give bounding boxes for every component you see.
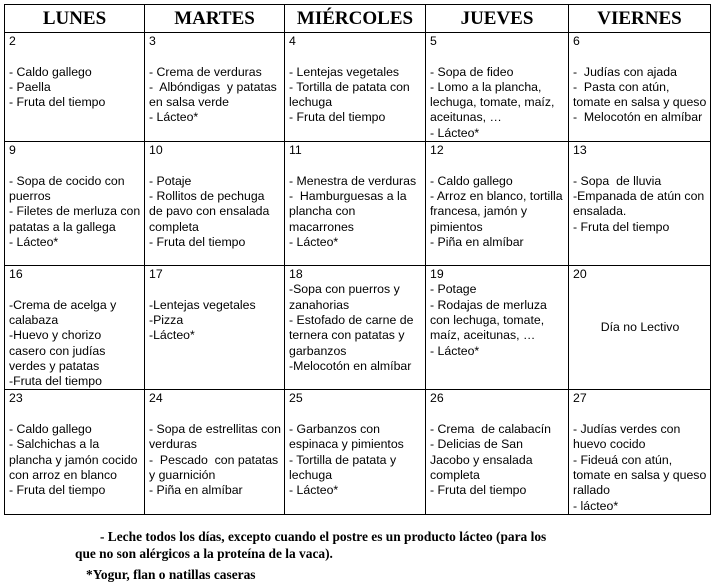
dish-item: - Salchichas a la plancha y jamón cocido con arroz en blanco xyxy=(9,437,141,482)
header-lunes: LUNES xyxy=(5,5,145,33)
note-milk-line1: - Leche todos los días, excepto cuando el postre es un producto lácteo (para los xyxy=(100,529,547,544)
day-number: 23 xyxy=(9,391,23,406)
dish-item: - Crema de calabacín xyxy=(430,422,551,437)
dish-item: - Fruta del tiempo xyxy=(9,95,106,110)
dish-item: -Huevo y chorizo casero con judías verdes y patatas xyxy=(9,328,109,373)
day-cell xyxy=(426,266,569,390)
lunch-menu-table xyxy=(4,4,711,515)
dish-item: - Fruta del tiempo xyxy=(149,234,246,249)
dish-item: - Lácteo* xyxy=(9,234,59,249)
header-jueves: JUEVES xyxy=(426,5,569,33)
week-row xyxy=(5,33,711,142)
dish-item: - Lomo a la plancha, lechuga, tomate, maíz, aceitunas, … xyxy=(430,79,558,125)
dish-item: - Tortilla de patata y lechuga xyxy=(289,452,400,482)
dish-item: - Piña en almíbar xyxy=(149,483,243,498)
header-miercoles: MIÉRCOLES xyxy=(285,5,426,33)
day-number: 18 xyxy=(289,267,303,282)
dish-item: -Lentejas vegetales xyxy=(149,297,256,312)
dish-item: - Garbanzos con espinaca y pimientos xyxy=(289,422,404,452)
dish-item: - Piña en almíbar xyxy=(430,234,524,249)
day-cell xyxy=(145,390,285,514)
day-number: 25 xyxy=(289,391,303,406)
dish-item: -Sopa con puerros y zanahorias xyxy=(289,282,404,312)
day-number: 24 xyxy=(149,391,163,406)
dish-item: - Judías con ajada xyxy=(573,64,677,79)
weekday-header-row xyxy=(5,5,711,33)
dish-item: - Fruta del tiempo xyxy=(9,483,106,498)
day-cell xyxy=(5,33,145,142)
dish-item: - Delicias de San Jacobo y ensalada completa xyxy=(430,437,536,482)
day-cell xyxy=(426,390,569,514)
day-number: 10 xyxy=(149,143,163,158)
day-cell xyxy=(285,266,426,390)
dish-item: - Pescado con patatas y guarnición xyxy=(149,452,282,482)
day-cell xyxy=(569,33,711,142)
day-number: 4 xyxy=(289,34,296,48)
dish-item: - Menestra de verduras xyxy=(289,173,417,188)
dish-item: -Pizza xyxy=(149,312,184,327)
day-cell xyxy=(569,390,711,514)
header-viernes: VIERNES xyxy=(569,5,711,33)
dish-item: - Sopa de lluvia xyxy=(573,173,662,188)
dish-item: - Sopa de fideo xyxy=(430,64,514,79)
note-milk-line2: que no son alérgicos a la proteína de la vaca). xyxy=(75,546,333,561)
day-number: 3 xyxy=(149,34,156,48)
dish-item: - Lácteo* xyxy=(289,483,339,498)
dish-item: - Paella xyxy=(9,79,51,94)
day-number: 16 xyxy=(9,267,23,282)
dish-item: - Lácteo* xyxy=(430,125,480,140)
dish-item: - Sopa de cocido con puerros xyxy=(9,173,128,203)
dish-item: -Crema de acelga y calabaza xyxy=(9,297,120,327)
dish-item: - Judías verdes con huevo cocido xyxy=(573,422,684,452)
dish-item: -Melocotón en almíbar xyxy=(289,358,412,373)
dish-item: - Caldo gallego xyxy=(9,422,92,437)
day-number: 19 xyxy=(430,267,444,282)
week-row xyxy=(5,390,711,514)
menu-body xyxy=(5,33,711,515)
dish-item: - Lácteo* xyxy=(149,110,199,125)
dish-item: - Pasta con atún, tomate en salsa y queso xyxy=(573,79,707,110)
day-cell xyxy=(569,266,711,390)
dish-item: - Lentejas vegetales xyxy=(289,64,400,79)
day-cell xyxy=(5,390,145,514)
day-cell xyxy=(426,142,569,266)
day-number: 26 xyxy=(430,391,444,406)
dish-item: - Potaje xyxy=(149,173,192,188)
dish-item: - Estofado de carne de ternera con patatas y garbanzos xyxy=(289,312,417,358)
day-cell xyxy=(569,142,711,266)
day-cell xyxy=(145,266,285,390)
day-cell xyxy=(5,266,145,390)
no-school-day-label: Día no Lectivo xyxy=(600,320,680,335)
dish-item: - Rodajas de merluza con lechuga, tomate, maíz, aceitunas, … xyxy=(430,297,551,343)
day-number: 27 xyxy=(573,391,587,406)
day-number: 12 xyxy=(430,143,444,158)
dish-item: - Hamburguesas a la plancha con macarrones xyxy=(289,188,410,234)
dish-item: - Fideuá con atún, tomate en salsa y queso rallado xyxy=(573,452,710,498)
dish-item: - Lácteo* xyxy=(430,343,480,358)
dish-item: - Rollitos de pechuga de pavo con ensalada completa xyxy=(149,188,273,234)
dish-item: -Empanada de atún con ensalada. xyxy=(573,188,708,219)
dish-item: - Sopa de estrellitas con verduras xyxy=(149,422,285,452)
day-cell xyxy=(285,33,426,142)
note-dairy-definition: *Yogur, flan o natillas caseras xyxy=(86,567,256,582)
dish-item: -Lácteo* xyxy=(149,328,195,343)
dish-item: -Fruta del tiempo xyxy=(9,374,102,389)
day-number: 9 xyxy=(9,143,16,158)
week-row xyxy=(5,266,711,390)
week-row xyxy=(5,142,711,266)
dish-item: - Arroz en blanco, tortilla francesa, jamón y pimientos xyxy=(430,188,567,234)
dish-item: - Caldo gallego xyxy=(9,64,92,79)
header-martes: MARTES xyxy=(145,5,285,33)
day-cell xyxy=(426,33,569,142)
day-number: 17 xyxy=(149,267,163,282)
day-number: 11 xyxy=(289,143,302,158)
day-number: 2 xyxy=(9,34,16,48)
day-number: 13 xyxy=(573,143,587,158)
dish-item: - Potage xyxy=(430,282,477,297)
dish-item: - Filetes de merluza con patatas a la gallega xyxy=(9,204,144,234)
day-number: 6 xyxy=(573,34,580,48)
dish-item: - Crema de verduras xyxy=(149,64,262,79)
dish-item: - Fruta del tiempo xyxy=(573,219,670,234)
dish-item: - Melocotón en almíbar xyxy=(573,110,703,125)
day-number: 5 xyxy=(430,34,437,48)
dish-item: - lácteo* xyxy=(573,498,619,513)
dish-item: - Tortilla de patata con lechuga xyxy=(289,79,414,110)
dish-item: - Fruta del tiempo xyxy=(430,483,527,498)
dish-item: - Caldo gallego xyxy=(430,173,513,188)
day-cell xyxy=(285,142,426,266)
day-cell xyxy=(145,33,285,142)
day-cell xyxy=(145,142,285,266)
day-cell xyxy=(285,390,426,514)
dish-item: - Fruta del tiempo xyxy=(289,110,386,125)
dish-item: - Albóndigas y patatas en salsa verde xyxy=(149,79,281,110)
day-cell xyxy=(5,142,145,266)
dish-item: - Lácteo* xyxy=(289,234,339,249)
day-number: 20 xyxy=(573,267,587,282)
